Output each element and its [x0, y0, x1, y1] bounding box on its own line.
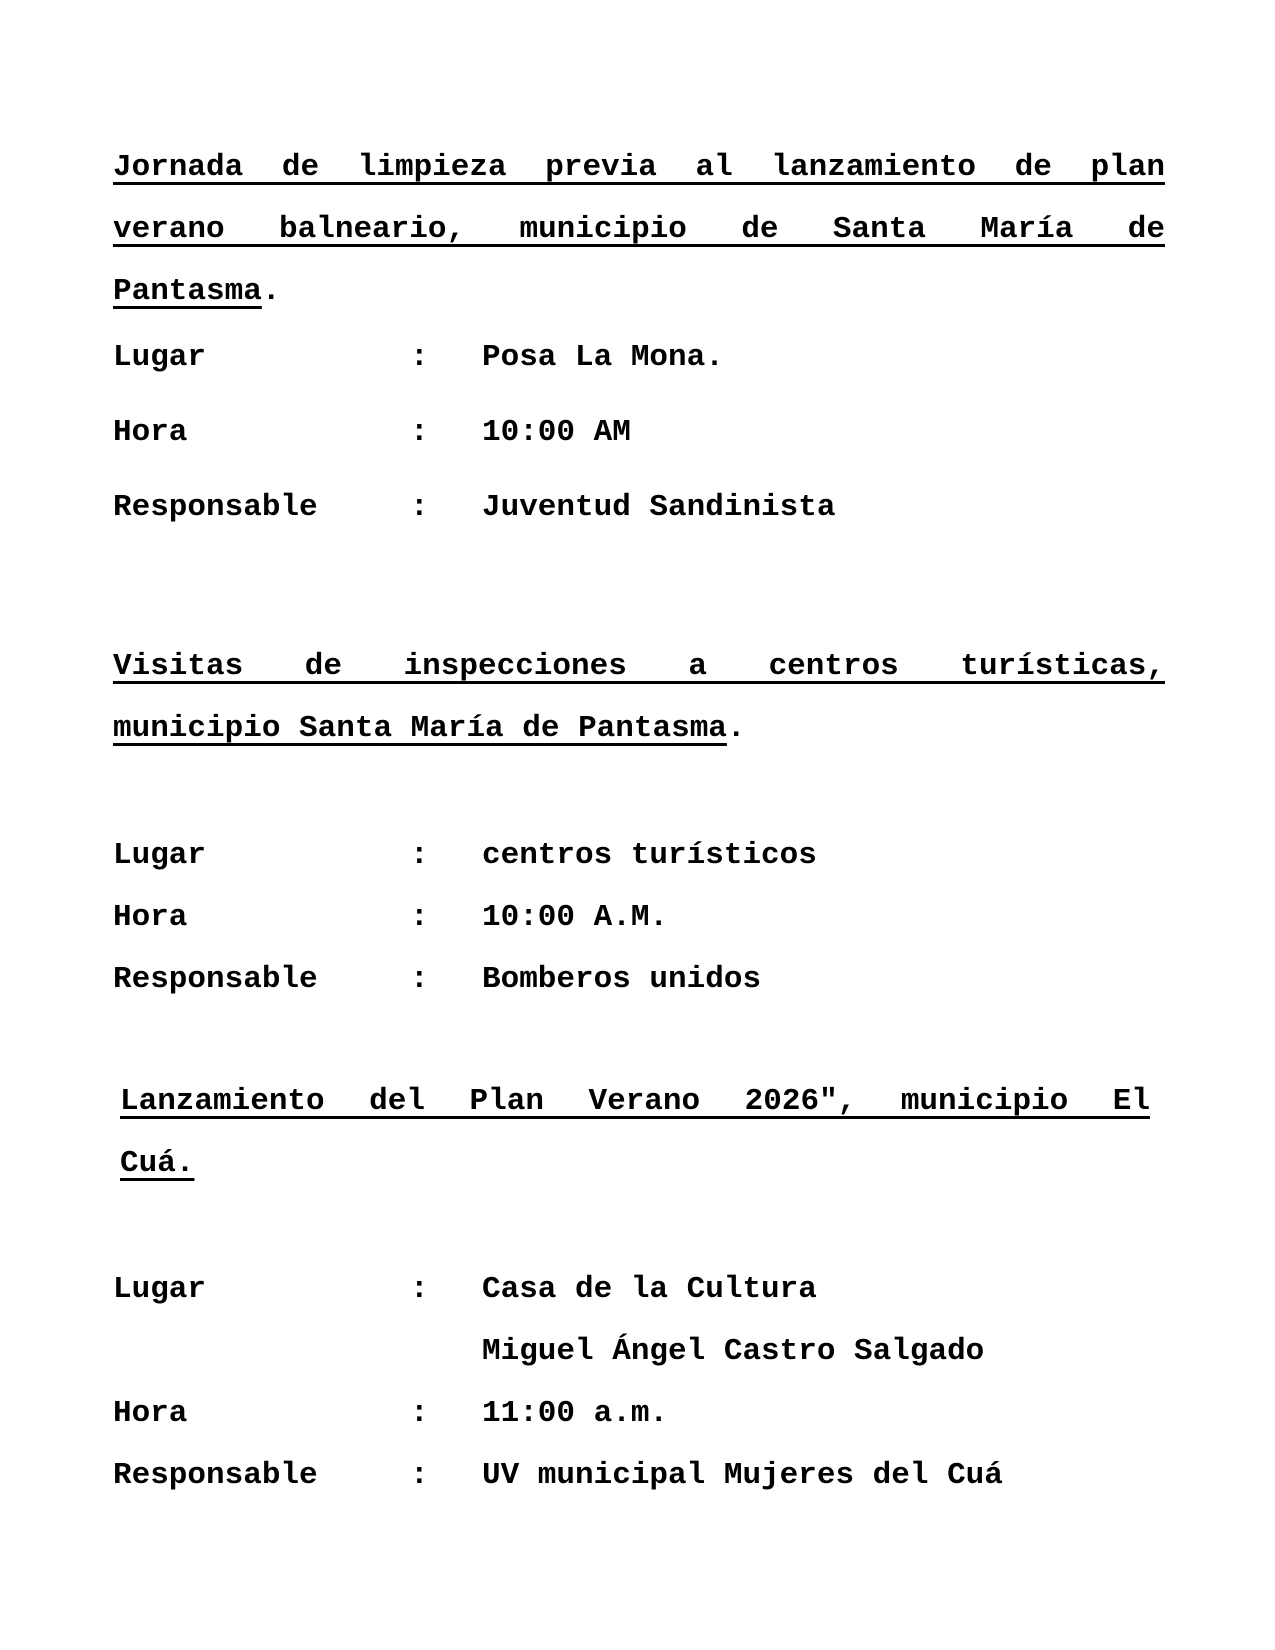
heading-line: municipio Santa María de Pantasma.: [113, 711, 746, 746]
field-label: Responsable: [113, 1458, 318, 1493]
field-colon: :: [410, 900, 429, 935]
heading-line: Pantasma.: [113, 274, 281, 309]
heading-line: Visitas de inspecciones a centros turísticas,: [113, 649, 1165, 684]
field-colon: :: [410, 1458, 429, 1493]
field-value: Bomberos unidos: [482, 962, 762, 997]
field-value: 11:00 a.m.: [482, 1396, 669, 1431]
field-value: centros turísticos: [482, 838, 817, 873]
field-colon: :: [410, 1396, 429, 1431]
field-value: Juventud Sandinista: [482, 490, 836, 525]
field-value: 10:00 A.M.: [482, 900, 669, 935]
heading-line: verano balneario, municipio de Santa María de: [113, 212, 1165, 247]
section-2-heading: [113, 636, 1165, 760]
field-colon: :: [410, 1272, 429, 1307]
field-value: Miguel Ángel Castro Salgado: [482, 1334, 985, 1369]
heading-line: Cuá.: [120, 1146, 195, 1181]
heading-line: Jornada de limpieza previa al lanzamiento de plan: [113, 150, 1165, 185]
field-label: Responsable: [113, 962, 318, 997]
field-colon: :: [410, 340, 429, 375]
field-colon: :: [410, 838, 429, 873]
heading-line: Lanzamiento del Plan Verano 2026", municipio El: [120, 1084, 1150, 1119]
field-value: Casa de la Cultura: [482, 1272, 817, 1307]
field-colon: :: [410, 962, 429, 997]
section-1-heading: [113, 137, 1165, 323]
field-colon: :: [410, 415, 429, 450]
field-label: Lugar: [113, 838, 207, 873]
field-value: UV municipal Mujeres del Cuá: [482, 1458, 1003, 1493]
field-label: Responsable: [113, 490, 318, 525]
field-value: 10:00 AM: [482, 415, 631, 450]
field-value: Posa La Mona.: [482, 340, 724, 375]
field-label: Hora: [113, 900, 188, 935]
field-label: Lugar: [113, 1272, 207, 1307]
section-3-heading: [120, 1071, 1150, 1195]
field-colon: :: [410, 490, 429, 525]
field-label: Hora: [113, 415, 188, 450]
field-label: Lugar: [113, 340, 207, 375]
field-label: Hora: [113, 1396, 188, 1431]
